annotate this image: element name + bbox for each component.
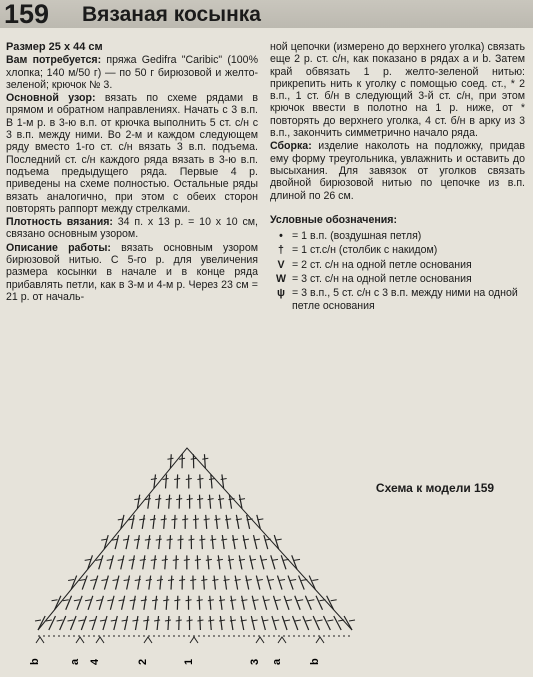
stitch-crossbar bbox=[46, 620, 52, 621]
stitch-mark bbox=[273, 596, 277, 610]
stitch-mark bbox=[235, 576, 237, 590]
stitch-mark bbox=[148, 535, 150, 549]
stitch-mark bbox=[233, 535, 235, 549]
stitch-crossbar bbox=[197, 600, 203, 601]
row-label: 1 bbox=[183, 658, 195, 665]
row-label: 2 bbox=[137, 658, 149, 665]
stitch-crossbar bbox=[214, 519, 220, 520]
stitch-mark bbox=[176, 555, 177, 569]
stitch-mark bbox=[170, 454, 171, 468]
stitch-mark bbox=[313, 616, 319, 630]
stitch-crossbar bbox=[208, 620, 214, 621]
stitch-mark bbox=[126, 535, 129, 549]
stitch-crossbar bbox=[152, 600, 158, 601]
stitch-mark bbox=[160, 576, 161, 590]
stitch-crossbar bbox=[79, 580, 85, 581]
legend-row bbox=[270, 273, 525, 285]
stitch-mark bbox=[299, 576, 305, 590]
schema-caption: Схема к модели 159 bbox=[375, 481, 495, 495]
stitch-mark bbox=[88, 596, 93, 610]
stitch-crossbar bbox=[349, 620, 355, 621]
stitch-mark bbox=[243, 535, 246, 549]
stitch-mark bbox=[110, 555, 114, 569]
stitch-mark bbox=[135, 616, 137, 630]
stitch-mark bbox=[49, 616, 56, 630]
stitch-mark bbox=[225, 576, 227, 590]
stitch-crossbar bbox=[57, 620, 63, 621]
stitch-mark bbox=[159, 535, 160, 549]
work-continuation bbox=[270, 41, 525, 139]
stitch-mark bbox=[166, 596, 167, 610]
stitch-mark bbox=[166, 474, 167, 488]
density-paragraph bbox=[6, 216, 258, 241]
stitch-mark bbox=[142, 515, 144, 529]
stitch-mark bbox=[288, 576, 293, 590]
stitch-crossbar bbox=[228, 559, 234, 560]
stitch-mark bbox=[220, 616, 222, 630]
stitch-crossbar bbox=[327, 620, 333, 621]
stitch-mark bbox=[309, 576, 315, 590]
work-label: Описание работы: bbox=[6, 241, 111, 254]
stitch-crossbar bbox=[68, 580, 74, 581]
stitch-crossbar bbox=[202, 458, 208, 459]
stitch-crossbar bbox=[63, 600, 69, 601]
stitch-crossbar bbox=[85, 559, 91, 560]
stitch-mark bbox=[251, 616, 254, 630]
stitch-mark bbox=[284, 596, 289, 610]
stitch-crossbar bbox=[78, 620, 84, 621]
stitch-crossbar bbox=[67, 620, 73, 621]
right-column bbox=[270, 41, 525, 314]
stitch-mark bbox=[114, 616, 118, 630]
work-text-continued: ной цепочки (измерено до верхнего уголка) связать еще 2 р. ст. с/н, как показано в рядах а и b. Затем край обвязать 1 р. желто-зеленой нитью: прикрепить нить к уголку с помощью соед. ст., * 2 в.п., 1 ст. б/н в следующий 3-й ст. с/н, при этом крючок ввести в полотно на 1 р. ниже, от * повторять до верхнего уголка, 4 ст. б/н в арку из 3 в.п., закончить симметрично начало ряда. bbox=[270, 41, 525, 140]
stitch-mark bbox=[334, 616, 341, 630]
stitch-mark bbox=[231, 596, 233, 610]
stitch-mark bbox=[155, 596, 157, 610]
row-label: 3 bbox=[249, 658, 261, 665]
stitch-crossbar bbox=[210, 539, 216, 540]
stitch-mark bbox=[93, 576, 97, 590]
stitch-mark bbox=[132, 555, 135, 569]
stitch-mark bbox=[66, 596, 72, 610]
density-label: Плотность вязания: bbox=[6, 216, 113, 229]
stitch-crossbar bbox=[187, 499, 193, 500]
stitch-crossbar bbox=[268, 580, 274, 581]
stitch-crossbar bbox=[173, 559, 179, 560]
stitch-crossbar bbox=[199, 539, 205, 540]
stitch-crossbar bbox=[163, 600, 169, 601]
stitch-crossbar bbox=[52, 600, 58, 601]
materials-text: пряжа Gedifra "Caribic" (100% хлопка; 140 м/50 г) — по 50 г бирюзовой и желто-зеленой; крючок № 3. bbox=[6, 54, 258, 91]
stitch-mark bbox=[206, 515, 207, 529]
legend-text: = 1 в.п. (воздушная петля) bbox=[292, 230, 422, 243]
stitch-mark bbox=[316, 596, 323, 610]
stitch-crossbar bbox=[219, 620, 225, 621]
stitch-crossbar bbox=[151, 478, 157, 479]
materials-label: Вам потребуется: bbox=[6, 54, 102, 67]
stitch-mark bbox=[199, 596, 200, 610]
stitch-mark bbox=[226, 515, 228, 529]
stitch-crossbar bbox=[161, 519, 167, 520]
stitch-mark bbox=[271, 555, 275, 569]
legend-row bbox=[270, 244, 525, 256]
stitch-crossbar bbox=[190, 580, 196, 581]
stitch-crossbar bbox=[188, 539, 194, 540]
row-label: b bbox=[29, 658, 41, 665]
stitch-crossbar bbox=[156, 539, 162, 540]
legend-symbol-icon: • bbox=[279, 230, 283, 243]
stitch-mark bbox=[252, 596, 255, 610]
model-number: 159 bbox=[4, 0, 50, 29]
stitch-crossbar bbox=[286, 600, 292, 601]
stitch-crossbar bbox=[151, 559, 157, 560]
stitch-mark bbox=[149, 576, 151, 590]
stitch-crossbar bbox=[201, 580, 207, 581]
stitch-crossbar bbox=[331, 600, 337, 601]
stitch-crossbar bbox=[197, 499, 203, 500]
stitch-crossbar bbox=[157, 580, 163, 581]
stitch-mark bbox=[281, 555, 286, 569]
stitch-mark bbox=[88, 555, 93, 569]
stitch-mark bbox=[143, 555, 145, 569]
stitch-crossbar bbox=[221, 539, 227, 540]
stitch-mark bbox=[60, 616, 66, 630]
stitch-crossbar bbox=[297, 600, 303, 601]
stitch-mark bbox=[197, 555, 198, 569]
stitch-crossbar bbox=[224, 580, 230, 581]
stitch-mark bbox=[116, 576, 119, 590]
legend-text: = 1 ст.с/н (столбик с накидом) bbox=[292, 244, 438, 257]
stitch-crossbar bbox=[317, 620, 323, 621]
stitch-crossbar bbox=[197, 478, 203, 479]
stitch-crossbar bbox=[273, 620, 279, 621]
legend-symbol-icon: ψ bbox=[277, 287, 285, 300]
stitch-crossbar bbox=[195, 559, 201, 560]
stitch-mark bbox=[254, 535, 257, 549]
legend-symbol-icon: † bbox=[278, 244, 284, 257]
legend-symbol-icon: W bbox=[276, 273, 286, 286]
stitch-mark bbox=[132, 515, 135, 529]
stitch-mark bbox=[138, 576, 140, 590]
stitch-mark bbox=[210, 596, 211, 610]
stitch-crossbar bbox=[74, 600, 80, 601]
stitch-crossbar bbox=[163, 478, 169, 479]
stitch-crossbar bbox=[178, 539, 184, 540]
stitch-crossbar bbox=[276, 539, 282, 540]
stitch-mark bbox=[241, 616, 244, 630]
pattern-paragraph bbox=[6, 92, 258, 215]
stitch-mark bbox=[137, 535, 139, 549]
stitch-mark bbox=[246, 576, 249, 590]
stitch-mark bbox=[133, 596, 136, 610]
stitch-crossbar bbox=[187, 620, 193, 621]
stitch-mark bbox=[218, 555, 220, 569]
row-label: b bbox=[309, 658, 321, 665]
stitch-mark bbox=[121, 555, 124, 569]
pattern-label: Основной узор: bbox=[6, 92, 96, 105]
stitch-mark bbox=[70, 616, 76, 630]
stitch-mark bbox=[92, 616, 97, 630]
stitch-crossbar bbox=[218, 499, 224, 500]
legend-row bbox=[270, 259, 525, 271]
legend-row bbox=[270, 230, 525, 242]
stitch-mark bbox=[115, 535, 118, 549]
stitch-mark bbox=[171, 576, 172, 590]
stitch-mark bbox=[77, 596, 82, 610]
stitch-mark bbox=[220, 596, 222, 610]
stitch-mark bbox=[125, 616, 128, 630]
stitch-mark bbox=[263, 596, 267, 610]
stitch-crossbar bbox=[312, 580, 318, 581]
stitch-mark bbox=[262, 616, 266, 630]
stitch-mark bbox=[209, 495, 210, 509]
legend-text: = 3 в.п., 5 ст. с/н с 3 в.п. между ними на одной петле основания bbox=[292, 287, 518, 312]
stitch-mark bbox=[231, 616, 233, 630]
stitch-mark bbox=[168, 616, 169, 630]
stitch-mark bbox=[110, 596, 114, 610]
stitch-crossbar bbox=[167, 458, 173, 459]
stitch-mark bbox=[153, 515, 155, 529]
legend-text: = 3 ст. с/н на одной петле основания bbox=[292, 273, 472, 286]
stitch-crossbar bbox=[166, 499, 172, 500]
stitch-crossbar bbox=[179, 580, 185, 581]
stitch-mark bbox=[200, 616, 201, 630]
stitch-mark bbox=[144, 596, 146, 610]
stitch-mark bbox=[264, 535, 268, 549]
stitch-crossbar bbox=[154, 620, 160, 621]
stitch-mark bbox=[242, 596, 245, 610]
stitch-mark bbox=[292, 555, 297, 569]
stitch-mark bbox=[250, 555, 253, 569]
stitch-mark bbox=[122, 596, 125, 610]
stitch-mark bbox=[208, 555, 209, 569]
stitch-crossbar bbox=[197, 620, 203, 621]
stitch-crossbar bbox=[150, 519, 156, 520]
stitch-crossbar bbox=[275, 600, 281, 601]
row-label: a bbox=[271, 658, 283, 665]
density-text: 34 п. х 13 р. = 10 х 10 см, связано основным узором. bbox=[6, 216, 259, 241]
legend-row bbox=[270, 287, 525, 312]
stitch-mark bbox=[174, 515, 175, 529]
stitch-crossbar bbox=[146, 580, 152, 581]
assembly-text: изделие наколоть на подложку, придав ему форму треугольника, увлажнить и оставить до высыхания. Для завязок от уголков связать двойной бирюзовой нитью по цепочке из в.п. длиной по 26 см. bbox=[270, 140, 525, 202]
stitch-mark bbox=[236, 515, 238, 529]
assembly-label: Сборка: bbox=[270, 140, 312, 153]
pattern-text: вязать по схеме рядами в прямом и обратном направлениях. Начать с 3 в.п. В 1-м р. в 3-ю в.п. от крючка выполнить 5 ст. с/н с 3 в.п. между ними. Во 2-м и каждом следующем ряду вместо 1-го ст. с/н вязать 3 в.п. подъема. Последний ст. с/н каждого ряда вязать в 3-ю в.п. подъема предыдущего ряда. Первые 4 р. приведены на схеме полностью. Остальные ряды вязать аналогично, при этом с обеих сторон повторять раппорт между стрелками. bbox=[6, 92, 258, 215]
stitch-crossbar bbox=[96, 559, 102, 560]
stitch-crossbar bbox=[167, 539, 173, 540]
size-line: Размер 25 х 44 см bbox=[6, 41, 103, 53]
stitch-crossbar bbox=[174, 600, 180, 601]
legend-symbol-icon: V bbox=[277, 258, 285, 271]
stitch-mark bbox=[99, 555, 103, 569]
stitch-mark bbox=[239, 555, 242, 569]
stitch-crossbar bbox=[308, 600, 314, 601]
stitch-crossbar bbox=[272, 559, 278, 560]
stitch-mark bbox=[211, 474, 212, 488]
stitch-mark bbox=[229, 555, 231, 569]
legend-text: = 2 ст. с/н на одной петле основания bbox=[292, 258, 472, 271]
stitch-crossbar bbox=[184, 559, 190, 560]
stitch-crossbar bbox=[139, 519, 145, 520]
stitch-mark bbox=[164, 515, 165, 529]
stitch-crossbar bbox=[182, 519, 188, 520]
stitch-crossbar bbox=[141, 600, 147, 601]
stitch-crossbar bbox=[186, 600, 192, 601]
stitch-crossbar bbox=[35, 620, 41, 621]
stitch-crossbar bbox=[96, 600, 102, 601]
stitch-mark bbox=[127, 576, 130, 590]
stitch-crossbar bbox=[162, 559, 168, 560]
stitch-mark bbox=[267, 576, 271, 590]
stitch-mark bbox=[214, 576, 215, 590]
stitch-mark bbox=[104, 576, 108, 590]
stitch-mark bbox=[282, 616, 287, 630]
stitch-mark bbox=[170, 535, 171, 549]
stitch-mark bbox=[103, 616, 107, 630]
stitch-mark bbox=[165, 555, 166, 569]
stitch-mark bbox=[202, 535, 203, 549]
stitch-crossbar bbox=[143, 620, 149, 621]
stitch-mark bbox=[293, 616, 298, 630]
stitch-crossbar bbox=[208, 499, 214, 500]
stitch-crossbar bbox=[176, 620, 182, 621]
crochet-chart bbox=[0, 440, 533, 677]
stitch-mark bbox=[158, 495, 159, 509]
legend-list bbox=[270, 230, 525, 312]
stitch-mark bbox=[146, 616, 148, 630]
row-arrow-icon bbox=[256, 637, 264, 643]
row-label: 4 bbox=[89, 658, 101, 665]
row-label: a bbox=[69, 658, 81, 665]
stitch-mark bbox=[200, 495, 201, 509]
left-column bbox=[6, 41, 258, 304]
stitch-mark bbox=[295, 596, 300, 610]
stitch-mark bbox=[212, 535, 213, 549]
stitch-crossbar bbox=[206, 559, 212, 560]
stitch-crossbar bbox=[176, 499, 182, 500]
row-arrow-icon bbox=[278, 637, 286, 643]
stitch-crossbar bbox=[279, 580, 285, 581]
row-arrow-icon bbox=[76, 637, 84, 643]
stitch-crossbar bbox=[89, 620, 95, 621]
stitch-mark bbox=[81, 616, 86, 630]
stitch-crossbar bbox=[90, 580, 96, 581]
stitch-mark bbox=[303, 616, 309, 630]
stitch-crossbar bbox=[168, 580, 174, 581]
stitch-mark bbox=[222, 535, 224, 549]
row-arrow-icon bbox=[96, 637, 104, 643]
stitch-crossbar bbox=[221, 478, 227, 479]
stitch-crossbar bbox=[225, 519, 231, 520]
stitch-mark bbox=[305, 596, 311, 610]
stitch-crossbar bbox=[179, 458, 185, 459]
stitch-mark bbox=[82, 576, 87, 590]
materials-paragraph bbox=[6, 54, 258, 91]
stitch-mark bbox=[99, 596, 103, 610]
assembly-paragraph bbox=[270, 140, 525, 201]
row-arrow-icon bbox=[36, 637, 44, 643]
stitch-crossbar bbox=[204, 519, 210, 520]
stitch-mark bbox=[260, 555, 264, 569]
stitch-crossbar bbox=[155, 499, 161, 500]
stitch-mark bbox=[169, 495, 170, 509]
stitch-mark bbox=[204, 454, 205, 468]
title-bar bbox=[0, 0, 533, 28]
stitch-crossbar bbox=[140, 559, 146, 560]
stitch-mark bbox=[203, 576, 204, 590]
stitch-crossbar bbox=[219, 600, 225, 601]
stitch-mark bbox=[272, 616, 276, 630]
stitch-crossbar bbox=[165, 620, 171, 621]
stitch-crossbar bbox=[171, 519, 177, 520]
stitch-crossbar bbox=[306, 620, 312, 621]
row-arrow-icon bbox=[144, 637, 152, 643]
stitch-crossbar bbox=[193, 519, 199, 520]
stitch-mark bbox=[256, 576, 259, 590]
stitch-crossbar bbox=[212, 580, 218, 581]
stitch-mark bbox=[219, 495, 221, 509]
stitch-crossbar bbox=[295, 620, 301, 621]
stitch-mark bbox=[216, 515, 217, 529]
stitch-crossbar bbox=[217, 559, 223, 560]
chart-outline bbox=[38, 448, 352, 630]
page-title: Вязаная косынка bbox=[82, 3, 261, 26]
stitch-crossbar bbox=[290, 580, 296, 581]
work-text: вязать основным узором бирюзовой нитью. С 5-го р. для увеличения размера косынки в начале и в конце ряда прибавлять петли, как в 3-м и 4-м р. Через 23 см = 21 р. от началь- bbox=[6, 241, 259, 303]
stitch-mark bbox=[200, 474, 201, 488]
work-paragraph bbox=[6, 242, 258, 303]
stitch-crossbar bbox=[174, 478, 180, 479]
stitch-crossbar bbox=[145, 539, 151, 540]
stitch-crossbar bbox=[284, 620, 290, 621]
stitch-mark bbox=[277, 576, 282, 590]
stitch-crossbar bbox=[186, 478, 192, 479]
stitch-mark bbox=[157, 616, 158, 630]
stitch-crossbar bbox=[208, 600, 214, 601]
stitch-mark bbox=[210, 616, 211, 630]
stitch-crossbar bbox=[85, 600, 91, 601]
row-arrow-icon bbox=[190, 637, 198, 643]
legend-title: Условные обозначения: bbox=[270, 213, 397, 226]
stitch-crossbar bbox=[294, 559, 300, 560]
stitch-mark bbox=[323, 616, 330, 630]
stitch-mark bbox=[154, 555, 156, 569]
stitch-mark bbox=[71, 576, 77, 590]
row-arrow-icon bbox=[316, 637, 324, 643]
stitch-mark bbox=[148, 495, 150, 509]
